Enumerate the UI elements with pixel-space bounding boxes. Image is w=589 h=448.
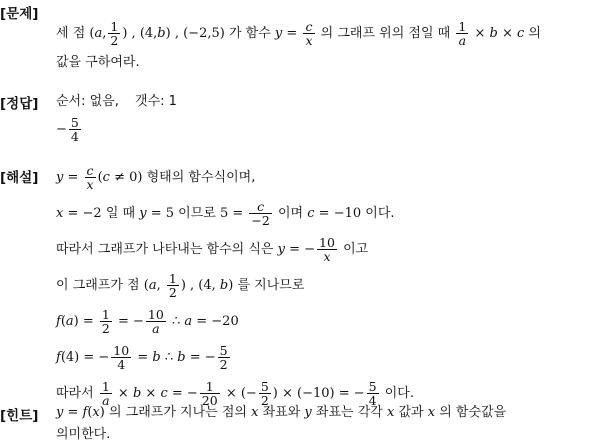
problem-label: [문제] <box>0 6 39 22</box>
answer-meta: 순서: 없음, 갯수: 1 <box>56 94 177 109</box>
solution-label: [해설] <box>0 170 39 186</box>
hint-label: [힌트] <box>0 408 39 424</box>
solution-line-2: x = −2 일 때 y = 5 이므로 5 = $\frac{c}{-2}$ 이며 c = −10 이다. <box>56 198 395 228</box>
point-b: (4,b) <box>139 26 171 41</box>
solution-line-5: f(a) = $\frac{1}{2}$ = − $\frac{10}{a}$ ∴ a = −20 <box>56 306 239 336</box>
problem-line-2: 값을 구하여라. <box>56 55 140 70</box>
solution-line-1: y = $\frac{c}{x}$ (c ≠ 0) 형태의 함수식이며, <box>56 162 256 192</box>
solution-line-3: 따라서 그래프가 나타내는 함수의 식은 y = − $\frac{10}{x}$ 이고 <box>56 234 369 264</box>
hint-text <box>56 402 585 446</box>
answer-value: − $\frac{5}{4}$ <box>56 114 79 144</box>
problem-text <box>56 16 585 74</box>
product-expr: $\frac{1}{a}$ × b × c <box>458 18 525 48</box>
function-expr: y = $\frac{c}{x}$ <box>274 18 313 48</box>
solution-line-7: 따라서 $\frac{1}{a}$ × b × c = − $\frac{1}{20}$ × (− $\frac{5}{2}$ ) × (−10) = − $\frac{5}{4}$ 이다. <box>56 378 414 408</box>
point-c: (−2,5) <box>183 26 225 41</box>
solution-line-6: f(4) = − $\frac{10}{4}$ = b ∴ b = − $\frac{5}{2}$ <box>56 342 228 372</box>
problem-line-1: 세 점 (a, $\frac{1}{2}$ ) , (4,b) , (−2,5) 가 함수 y = $\frac{c}{x}$ 의 그래프 위의 점일 때 $\frac{1}{a}$ × b × c 의 <box>56 18 541 48</box>
hint-line-1: y = f(x) 의 그래프가 지나는 점의 x 좌표와 y 좌표는 각각 x 값과 x 의 함숫값을 <box>56 405 507 420</box>
point-a: (a, $\frac{1}{2}$ ) <box>89 18 128 48</box>
solution-line-4: 이 그래프가 점 (a, $\frac{1}{2}$ ) , (4, b) 를 지나므로 <box>56 270 305 300</box>
hint-line-2: 의미한다. <box>56 427 111 442</box>
answer-text <box>56 92 585 148</box>
solution-text <box>56 160 585 412</box>
answer-label: [정답] <box>0 96 39 112</box>
